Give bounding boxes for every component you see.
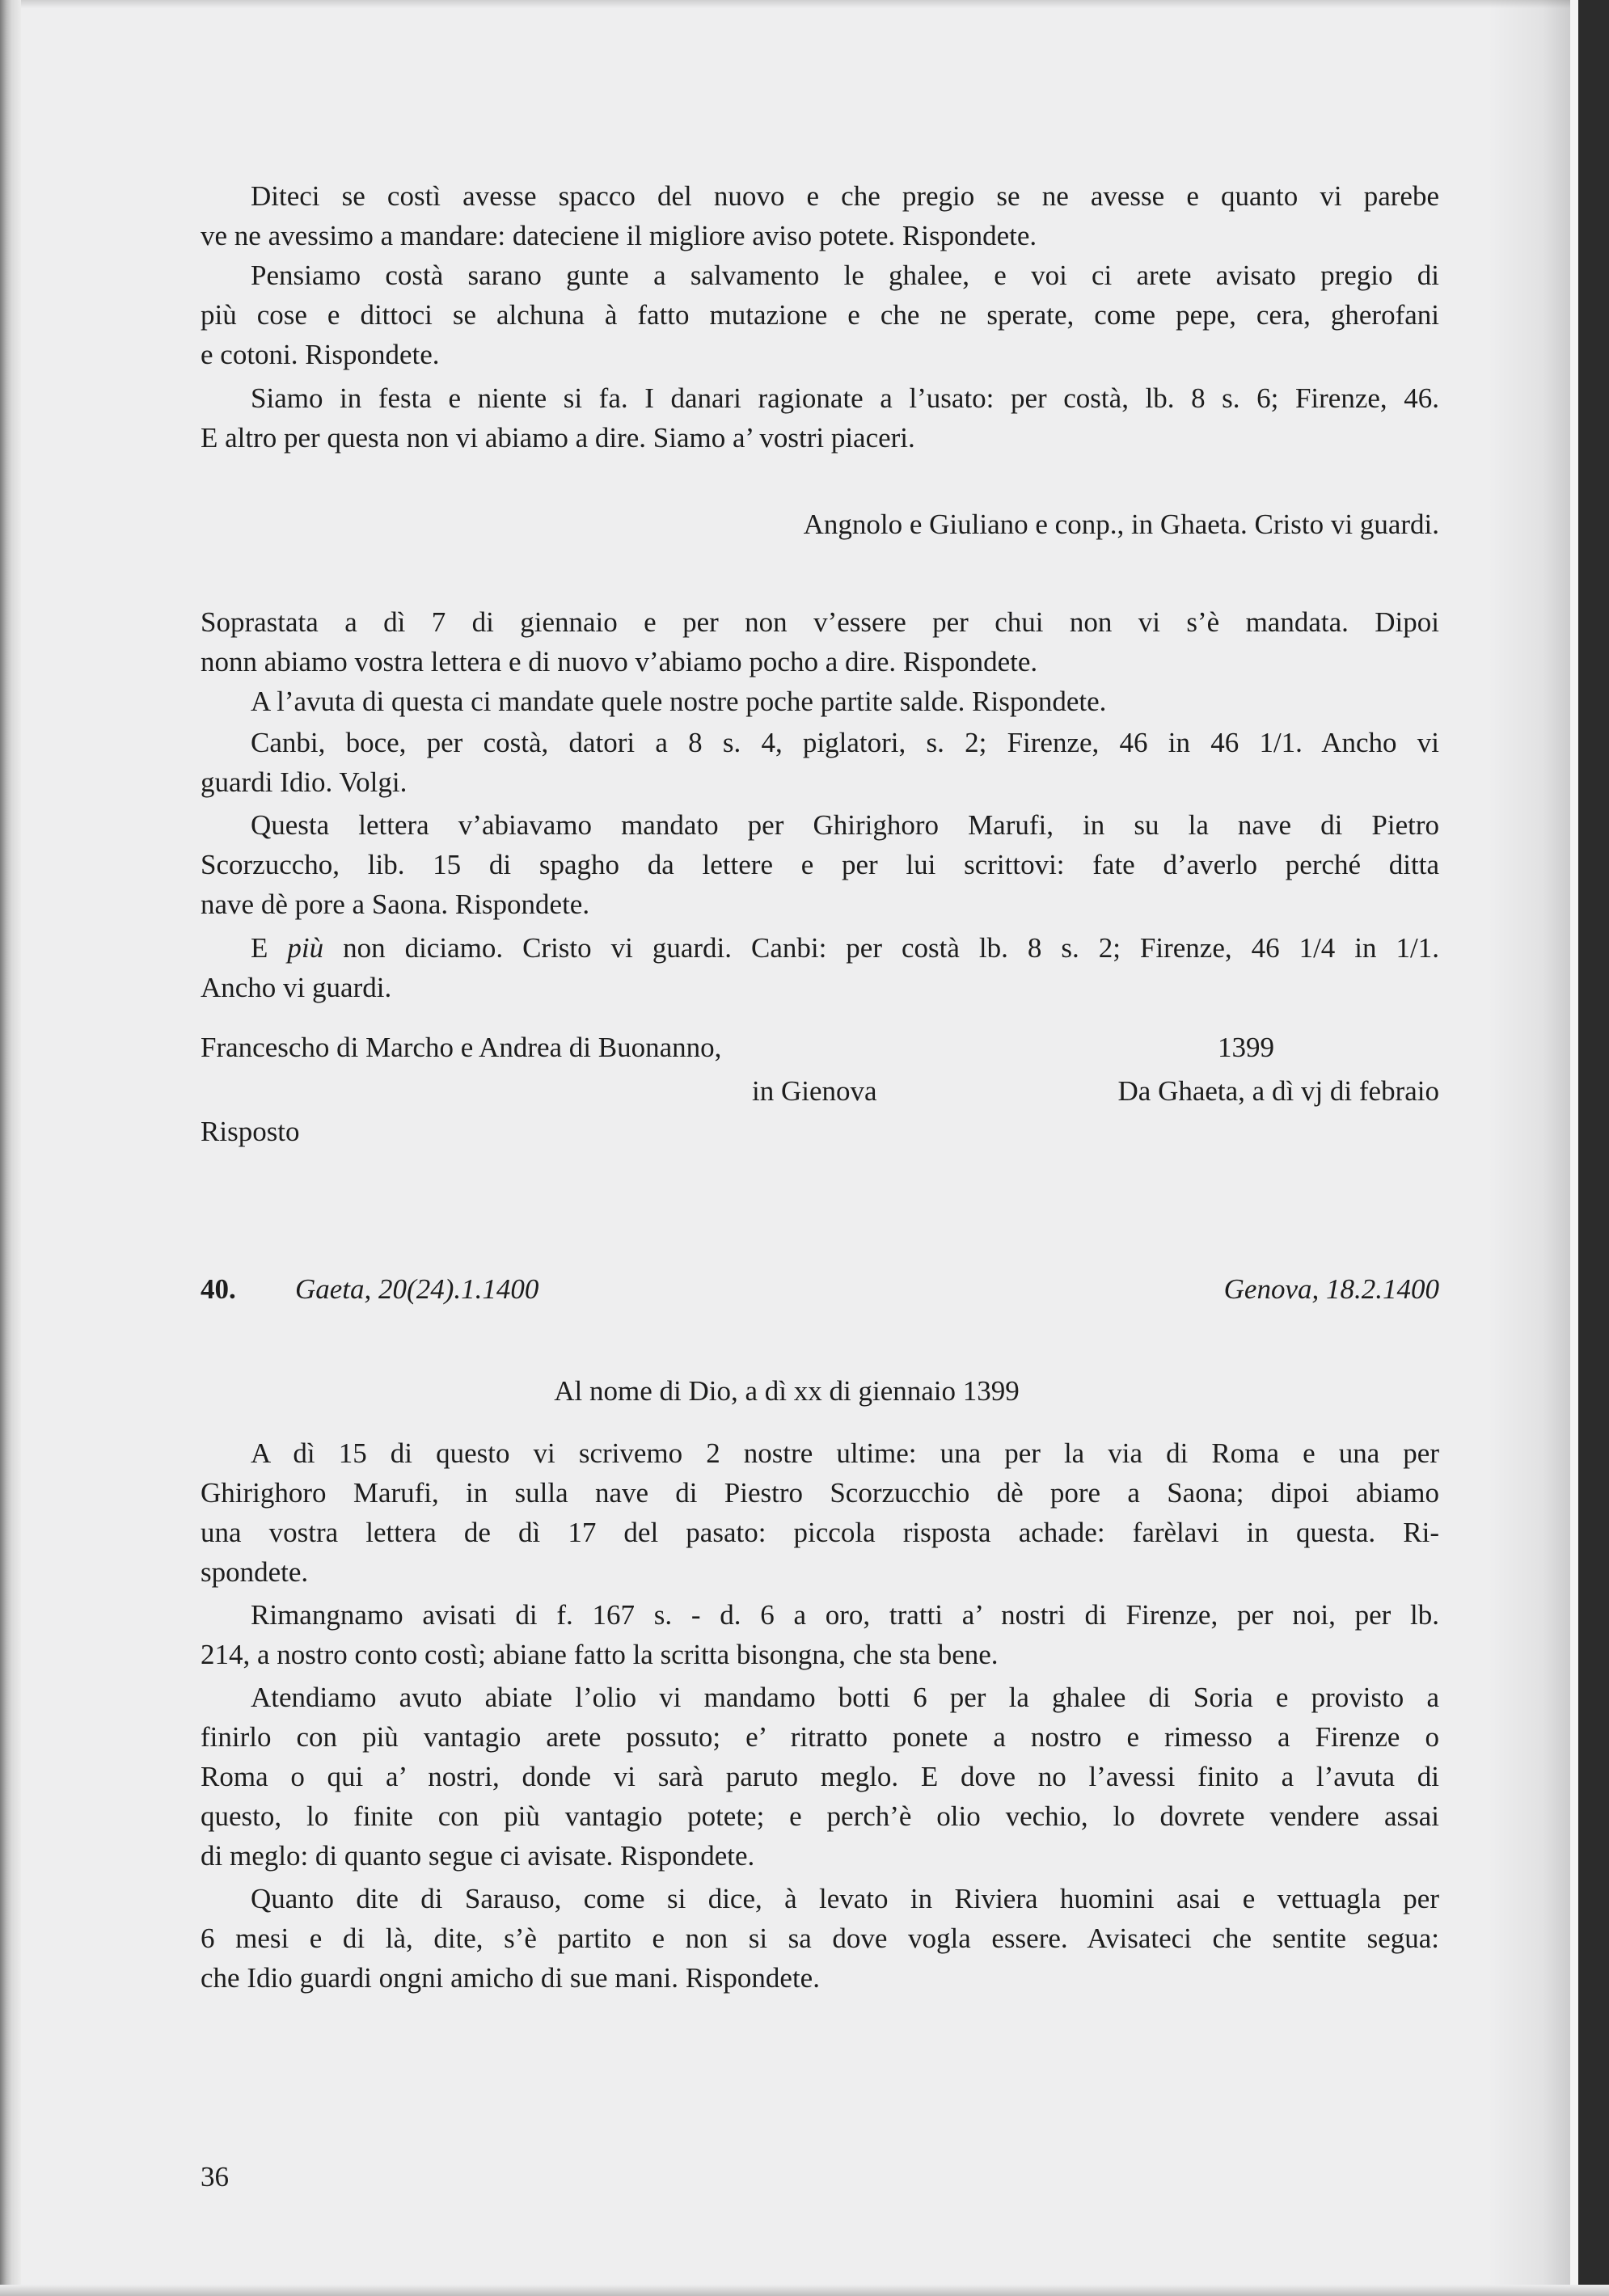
text-line: questo, lo finite con più vantagio potete; e perch’è olio vechio, lo dovrete vendere assai: [201, 1800, 1439, 1832]
book-gutter-left: [0, 0, 21, 2296]
page-top-edge: [0, 0, 1609, 8]
text-line: Diteci se costì avesse spacco del nuovo e che pregio se ne avesse e quanto vi parebe: [251, 180, 1439, 212]
text-line: che Idio guardi ongni amicho di sue mani. Rispondete.: [201, 1962, 820, 1994]
text-line: Canbi, boce, per costà, datori a 8 s. 4, piglatori, s. 2; Firenze, 46 in 46 1/1. Ancho vi: [251, 727, 1439, 758]
page-edge-highlight: [1570, 0, 1578, 2296]
text-line: A l’avuta di questa ci mandate quele nostre poche partite salde. Rispondete.: [251, 686, 1107, 717]
text-line: [251, 931, 1439, 965]
text-line: e cotoni. Rispondete.: [201, 339, 440, 370]
italic-word: più: [287, 932, 324, 964]
address-year: 1399: [1218, 1032, 1274, 1063]
text-line: nonn abiamo vostra lettera e di nuovo v’abiamo pocho a dire. Rispondete.: [201, 646, 1038, 677]
letter-number: 40.: [201, 1273, 236, 1305]
text-line: Siamo in festa e niente si fa. I danari ragionate a l’usato: per costà, lb. 8 s. 6; Firenze, 46.: [251, 382, 1439, 414]
text-line: Roma o qui a’ nostri, donde vi sarà paruto meglo. E dove no l’avessi finito a l’avuta di: [201, 1761, 1439, 1792]
text-line: Questa lettera v’abiavamo mandato per Ghirighoro Marufi, in su la nave di Pietro: [251, 809, 1439, 841]
letter-received-place-date: Genova, 18.2.1400: [1223, 1273, 1439, 1305]
signature-line: Angnolo e Giuliano e conp., in Ghaeta. Cristo vi guardi.: [803, 509, 1439, 540]
text-line: Ancho vi guardi.: [201, 972, 392, 1003]
letter-heading: [0, 1374, 1609, 1408]
book-edge-right: [1578, 0, 1609, 2296]
text-line: Ghirighoro Marufi, in sulla nave di Piestro Scorzucchio dè pore a Saona; dipoi abiamo: [201, 1477, 1439, 1509]
text-line: A dì 15 di questo vi scrivemo 2 nostre ultime: una per la via di Roma e una per: [251, 1437, 1439, 1469]
page-bottom-edge: [0, 2285, 1609, 2296]
address-place: in Gienova: [752, 1075, 877, 1107]
text-line: ve ne avessimo a mandare: dateciene il migliore aviso potete. Rispondete.: [201, 220, 1037, 251]
address-recipient: Francescho di Marcho e Andrea di Buonanno,: [201, 1032, 722, 1063]
text-line: 6 mesi e di là, dite, s’è partito e non si sa dove vogla essere. Avisateci che sentite segua:: [201, 1922, 1439, 1954]
letter-sent-place-date: Gaeta, 20(24).1.1400: [295, 1273, 539, 1305]
text-line: 214, a nostro conto costì; abiane fatto la scritta bisongna, che sta bene.: [201, 1639, 999, 1670]
text-line: Rimangnamo avisati di f. 167 s. - d. 6 a oro, tratti a’ nostri di Firenze, per noi, per lb.: [251, 1599, 1439, 1631]
text-line: E altro per questa non vi abiamo a dire. Siamo a’ vostri piaceri.: [201, 422, 915, 454]
text-line: una vostra lettera de dì 17 del pasato: piccola risposta achade: farèlavi in questa. Ri-: [201, 1517, 1439, 1548]
text-run: non diciamo. Cristo vi guardi. Canbi: per costà lb. 8 s. 2; Firenze, 46 1/4 in 1/1.: [323, 932, 1439, 964]
page-number: 36: [201, 2161, 229, 2193]
text-line: Atendiamo avuto abiate l’olio vi mandamo botti 6 per la ghalee di Soria e provisto a: [251, 1682, 1439, 1713]
text-line: Scorzuccho, lib. 15 di spagho da lettere e per lui scrittovi: fate d’averlo perché ditta: [201, 849, 1439, 880]
text-line: Soprastata a dì 7 di giennaio e per non v’essere per chui non vi s’è mandata. Dipoi: [201, 606, 1439, 638]
text-line: Pensiamo costà sarano gunte a salvamento le ghalee, e voi ci arete avisato pregio di: [251, 260, 1439, 291]
reply-status: Risposto: [201, 1116, 300, 1147]
letter-heading-text: Al nome di Dio, a dì xx di giennaio 1399: [554, 1375, 1020, 1407]
text-run: E: [251, 932, 288, 964]
text-line: finirlo con più vantagio arete possuto; e’ ritratto ponete a nostro e rimesso a Firenze o: [201, 1721, 1439, 1753]
text-line: di meglo: di quanto segue ci avisate. Rispondete.: [201, 1840, 755, 1872]
text-line: guardi Idio. Volgi.: [201, 766, 408, 798]
address-origin-date: Da Ghaeta, a dì vj di febraio: [1117, 1075, 1439, 1107]
text-line: Quanto dite di Sarauso, come si dice, à levato in Riviera huomini asai e vettuagla per: [251, 1883, 1439, 1914]
text-line: più cose e dittoci se alchuna à fatto mutazione e che ne sperate, come pepe, cera, gherofani: [201, 299, 1439, 331]
text-line: spondete.: [201, 1556, 309, 1588]
text-line: nave dè pore a Saona. Rispondete.: [201, 888, 590, 920]
